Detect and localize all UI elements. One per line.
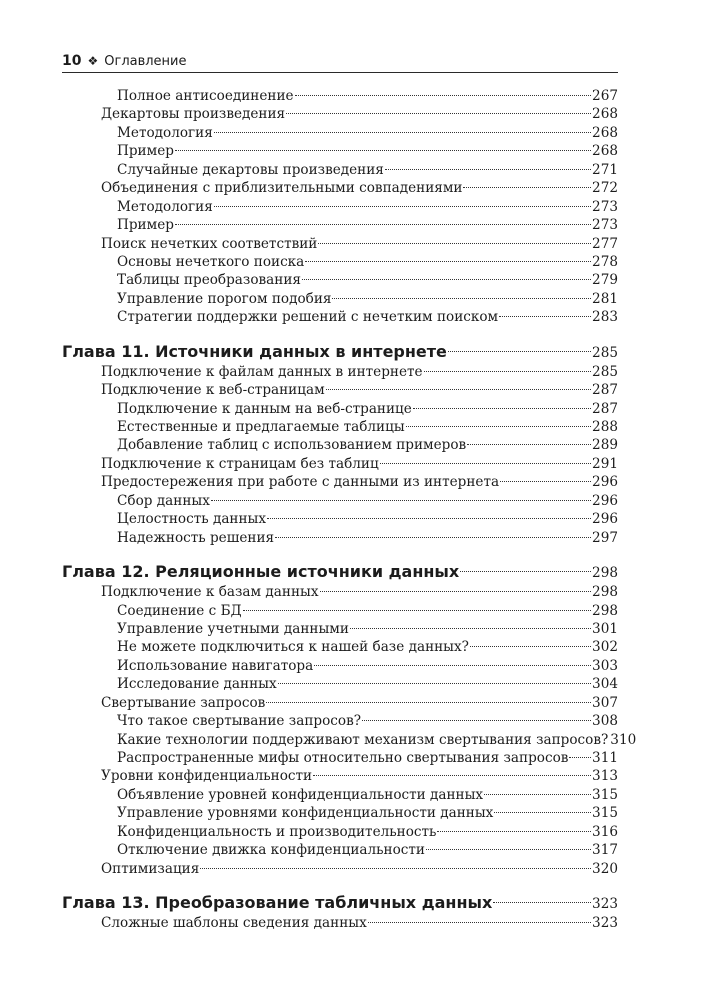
chapter-spacer [62,327,618,341]
toc-entry-page: 267 [592,88,618,104]
toc-entry[interactable] [62,694,618,712]
toc-entry[interactable] [62,308,618,326]
toc-entry-title: Пример [117,217,174,234]
toc-entry-title: Добавление таблиц с использованием примеров [117,437,467,454]
toc-entry[interactable] [62,823,618,841]
toc-entry-page: 298 [592,565,618,582]
toc-entry-page: 298 [592,584,618,601]
toc-entry-title: Исследование данных [117,676,277,693]
dot-leader [320,590,592,592]
toc-entry-title: Глава 11. Источники данных в интернете [62,341,447,361]
toc-entry-title: Декартовы произведения [101,106,286,123]
toc-entry-page: 315 [592,805,618,822]
dot-leader [368,921,591,923]
toc-entry-page: 268 [592,124,618,141]
dot-leader [314,664,591,666]
dot-leader [494,811,591,813]
toc-entry-page: 302 [592,639,618,656]
toc-entry-page: 273 [592,217,618,234]
toc-entry-page: 303 [592,657,618,674]
toc-entry-page: 301 [592,620,618,637]
toc-entry-page: 307 [592,694,618,711]
toc-entry-page: 313 [592,768,618,785]
toc-entry-page: 316 [592,823,618,840]
toc-entry-page: 323 [592,896,618,913]
dot-leader [266,701,591,703]
dot-leader [275,536,591,538]
toc-entry-title: Использование навигатора [117,657,314,674]
dot-leader [380,462,591,464]
toc-entry-title: Методология [117,124,213,141]
dot-leader [500,480,591,482]
toc-entry-title: Уровни конфиденциальности [101,768,313,785]
toc-entry[interactable] [62,161,618,179]
toc-entry-title: Стратегии поддержки решений с нечетким поиском [117,309,499,326]
dot-leader [493,901,591,903]
toc-entry-page: 287 [592,400,618,417]
toc-entry-page: 289 [592,437,618,454]
toc-entry[interactable] [62,602,618,620]
toc-chapter-entry[interactable] [62,561,618,583]
toc-entry-title: Свертывание запросов [101,694,266,711]
toc-entry-title: Пример [117,143,174,160]
toc-entry-title: Не можете подключиться к нашей базе данных? [117,639,469,656]
toc-entry-title: Соединение с БД [117,602,242,619]
toc-entry-title: Естественные и предлагаемые таблицы [117,419,405,435]
running-header [62,50,618,73]
dot-leader [214,205,591,207]
toc-entry-title: Случайные декартовы произведения [117,161,384,178]
toc-entry-title: Объявление уровней конфиденциальности данных [117,786,484,803]
toc-entry-title: Подключение к веб-страницам [101,382,325,399]
toc-entry-title: Сложные шаблоны сведения данных [101,915,367,932]
toc-entry[interactable] [62,198,618,216]
toc-entry-title: Таблицы преобразования [117,272,301,289]
toc-entry[interactable] [62,804,618,822]
toc-entry-page: 268 [592,106,618,123]
toc-entry-title: Глава 12. Реляционные источники данных [62,562,460,582]
toc-entry-title: Отключение движка конфиденциальности [117,842,425,859]
toc-entry-title: Что такое свертывание запросов? [117,713,362,730]
toc-entry-page: 279 [592,272,618,289]
dot-leader [569,756,591,758]
toc-entry-page: 317 [592,842,618,859]
toc-entry-page: 308 [592,713,618,730]
dot-leader [467,443,591,445]
toc-entry[interactable] [62,290,618,308]
toc-entry[interactable] [62,657,618,675]
dot-leader [463,186,591,188]
toc-entry[interactable] [62,786,618,804]
toc-entry-page: 296 [592,474,618,491]
toc-entry[interactable] [62,105,618,123]
dot-leader [460,570,591,572]
toc-entry-title: Подключение к файлам данных в интернете [101,363,423,380]
toc-entry[interactable] [62,418,618,436]
dot-leader [437,830,591,832]
toc-entry-title: Поиск нечетких соответствий [101,235,318,252]
dot-leader [214,131,591,133]
toc-entry[interactable] [62,455,618,473]
dot-leader [484,793,591,795]
toc-entry[interactable] [62,620,618,638]
dot-leader [406,425,591,427]
toc-entry[interactable] [62,124,618,142]
toc-entry-title: Управление уровнями конфиденциальности данных [117,805,494,822]
toc-entry-page: 281 [592,290,618,307]
toc-entry[interactable] [62,216,618,234]
toc-entry-title: Подключение к данным на веб-странице [117,400,412,417]
dot-leader [243,609,591,611]
toc-entry-page: 311 [592,750,618,766]
dot-leader [362,719,591,721]
toc-entry[interactable] [62,638,618,656]
dot-leader [385,168,591,170]
toc-entry[interactable] [62,436,618,454]
dot-leader [278,682,591,684]
dot-leader [332,297,591,299]
dot-leader [211,499,591,501]
toc-entry-page: 271 [592,161,618,178]
dot-leader [200,867,591,869]
dot-leader [318,242,591,244]
dot-leader [470,645,591,647]
dot-leader [313,774,591,776]
toc-entry[interactable] [62,363,618,381]
toc-entry[interactable] [62,179,618,197]
toc-entry[interactable] [62,381,618,399]
toc-entry-page: 272 [592,180,618,197]
toc-entry-title: Предостережения при работе с данными из интернета [101,474,500,491]
toc-entry-page: 298 [592,602,618,619]
page-number: 10 [62,53,82,69]
toc-entry-page: 323 [592,915,618,932]
toc-entry-title: Подключение к страницам без таблиц [101,455,379,472]
toc-entry-page: 297 [592,529,618,546]
dot-leader [350,627,591,629]
dot-leader [286,112,591,114]
toc-entry-page: 315 [592,786,618,803]
toc-chapter-entry[interactable] [62,892,618,914]
toc-entry-page: 285 [592,344,618,361]
toc-entry-title: Управление учетными данными [117,620,349,637]
toc-entry-title: Какие технологии поддерживают механизм свертывания запросов? [117,731,609,748]
toc-chapter-entry[interactable] [62,341,618,363]
table-of-contents [62,87,637,933]
toc-entry[interactable] [62,87,618,105]
toc-entry[interactable] [62,583,618,601]
toc-entry-page: 283 [592,309,618,326]
toc-entry[interactable] [62,400,618,418]
toc-entry-title: Методология [117,198,213,215]
dot-leader [302,278,591,280]
toc-entry[interactable] [62,235,618,253]
toc-entry[interactable] [62,492,618,510]
toc-entry-title: Целостность данных [117,511,267,528]
toc-entry-page: 285 [592,363,618,380]
toc-entry-page: 268 [592,143,618,160]
toc-entry-title: Подключение к базам данных [101,584,319,601]
toc-entry[interactable] [62,529,618,547]
toc-entry-page: 304 [592,676,618,693]
ornament-icon: ❖ [87,54,99,68]
toc-entry[interactable] [62,473,618,491]
toc-entry-page: 310 [610,731,637,748]
toc-entry-title: Надежность решения [117,529,275,546]
toc-entry[interactable] [62,841,618,859]
toc-entry-title: Полное антисоединение [117,88,294,104]
toc-entry-title: Оптимизация [101,860,200,877]
dot-leader [413,407,591,409]
dot-leader [295,94,591,96]
toc-entry-page: 277 [592,235,618,252]
toc-entry[interactable] [62,749,618,767]
toc-entry-title: Объединения с приблизительными совпадениями [101,180,463,197]
header-title: Оглавление [104,53,187,69]
toc-entry[interactable] [62,510,618,528]
toc-entry[interactable] [62,712,618,730]
toc-entry[interactable] [62,860,618,878]
toc-entry-page: 278 [592,253,618,270]
dot-leader [426,848,591,850]
toc-entry-page: 273 [592,198,618,215]
dot-leader [448,350,591,352]
toc-entry[interactable] [62,914,618,932]
toc-entry[interactable] [62,271,618,289]
toc-entry[interactable] [62,142,618,160]
dot-leader [175,223,591,225]
toc-entry-title: Сбор данных [117,492,210,509]
dot-leader [175,149,591,151]
toc-entry-title: Управление порогом подобия [117,290,332,307]
toc-entry[interactable] [62,767,618,785]
dot-leader [267,517,591,519]
dot-leader [305,260,591,262]
toc-entry[interactable] [62,731,637,749]
dot-leader [424,370,591,372]
toc-entry[interactable] [62,675,618,693]
chapter-spacer [62,547,618,561]
dot-leader [499,315,591,317]
toc-entry-title: Конфиденциальность и производительность [117,823,437,840]
toc-entry-page: 288 [592,419,618,435]
toc-entry-page: 296 [592,492,618,509]
chapter-spacer [62,878,618,892]
toc-entry-page: 287 [592,382,618,399]
toc-entry[interactable] [62,253,618,271]
toc-entry-page: 320 [592,860,618,877]
toc-entry-title: Глава 13. Преобразование табличных данных [62,893,493,913]
toc-entry-page: 296 [592,511,618,528]
toc-entry-title: Распространенные мифы относительно свертывания запросов [117,750,569,766]
toc-entry-page: 291 [592,455,618,472]
toc-entry-title: Основы нечеткого поиска [117,253,305,270]
dot-leader [326,388,591,390]
